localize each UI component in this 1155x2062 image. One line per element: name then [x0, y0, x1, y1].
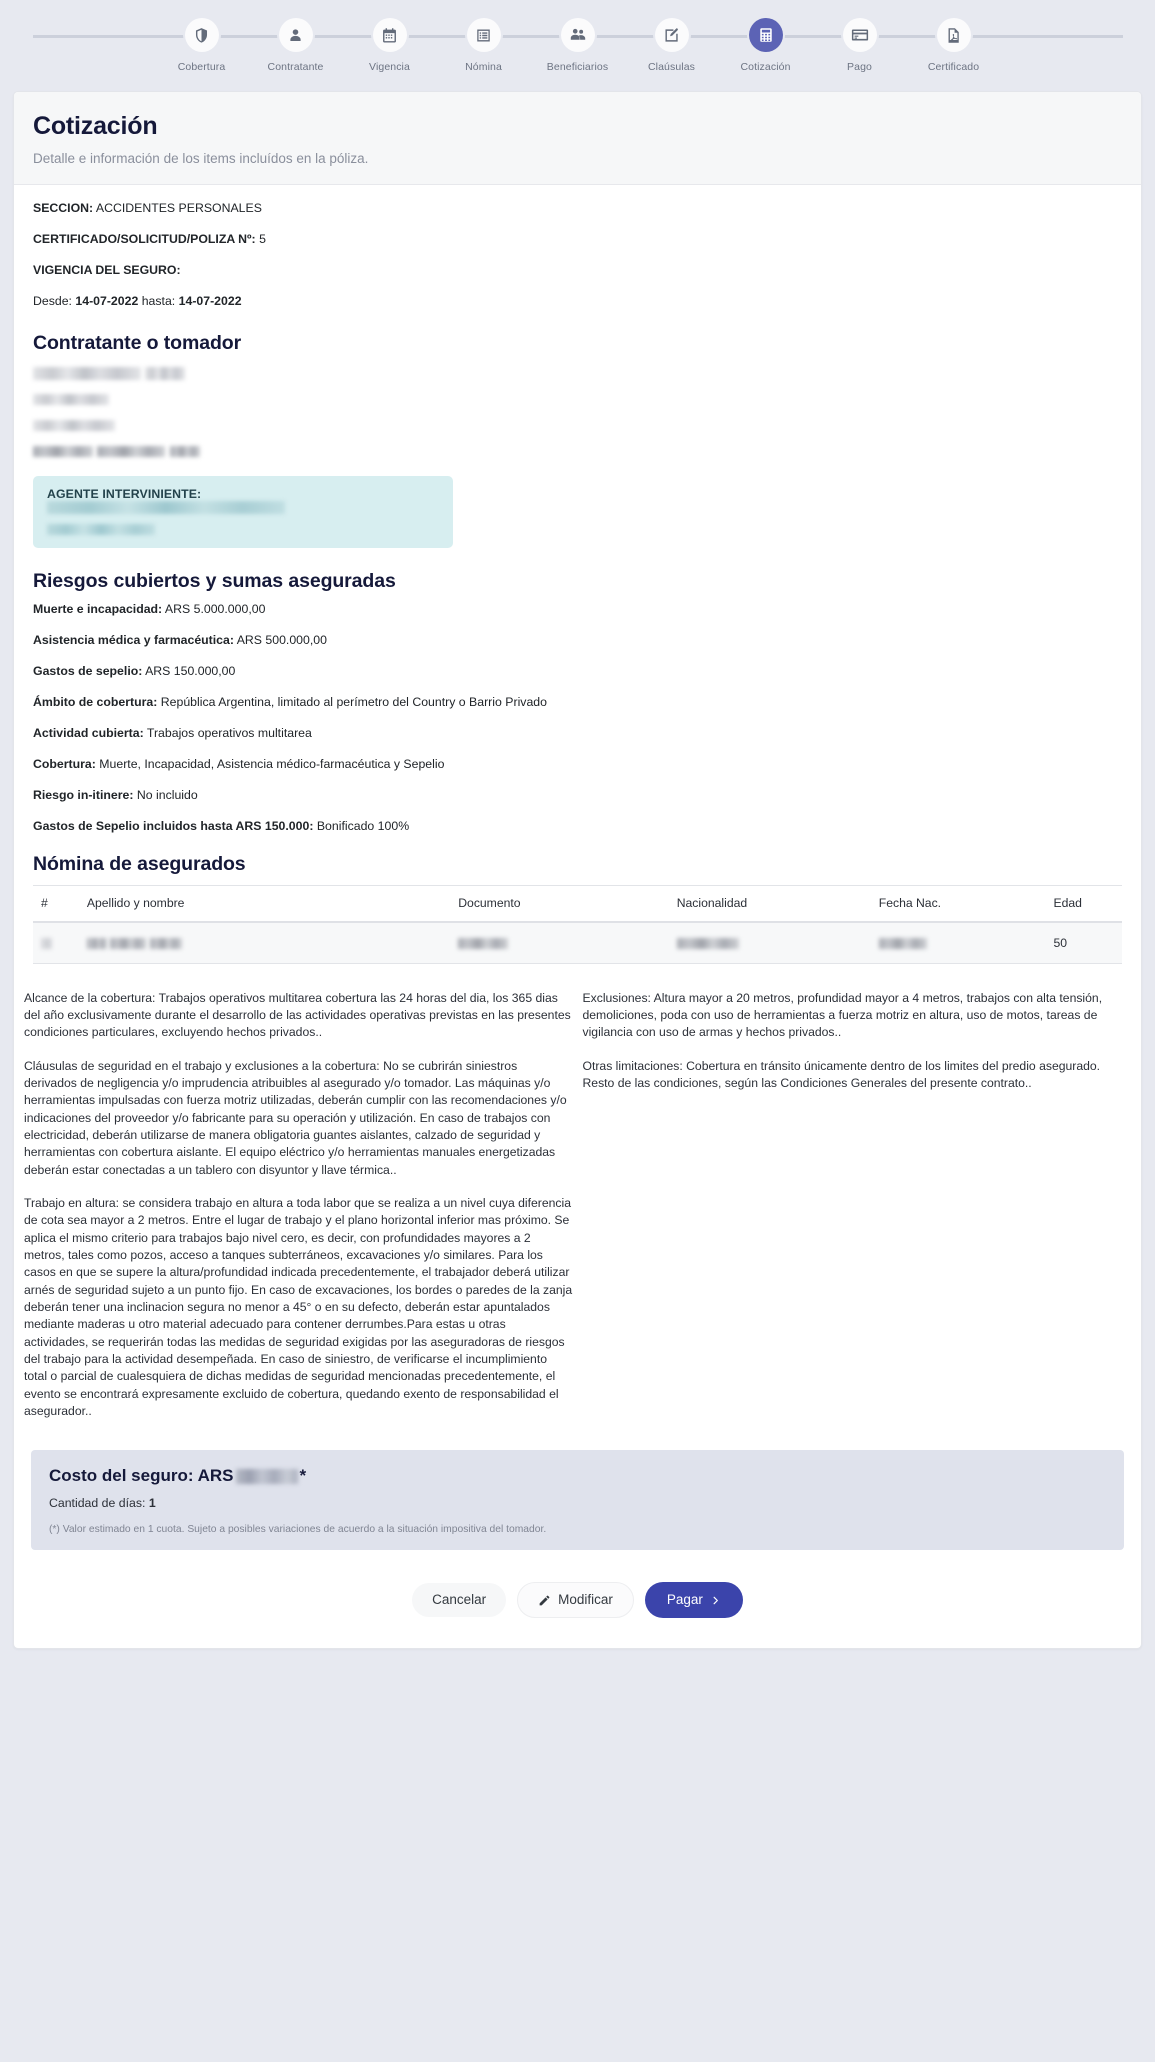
modify-button[interactable] [517, 1582, 634, 1618]
col-header-edad: Edad [1046, 885, 1123, 922]
credit-card-icon [843, 18, 877, 52]
policy-certificado-value: 5 [259, 231, 266, 246]
agente-interviniente-box [33, 476, 453, 548]
stepper-item-cotizaci-n[interactable] [722, 18, 810, 73]
cotizacion-card [13, 91, 1142, 1649]
condicion-paragraph: Alcance de la cobertura: Trabajos operativos multitarea cobertura las 24 horas del dia, los 365 dias del año exclusivamente durante el desarrollo de las actividades operativas previstas en las presentes condiciones particulares, excluyendo hechos privados.. [24, 990, 571, 1040]
condiciones-columns [14, 990, 1141, 1437]
pdf-file-icon [937, 18, 971, 52]
cell-documento [450, 922, 668, 964]
stepper-item-label: Cobertura [177, 61, 226, 73]
condicion-paragraph: Cláusulas de seguridad en el trabajo y exclusiones a la cobertura: No se cubrirán siniestros derivados de negligencia y/o imprudencia atribuibles al asegurado y/o tomador. Las máquinas y/o herramientas impulsadas con fuerza motriz utilizadas, deberán cumplir con las recomendaciones y/o indicaciones del proveedor y/o fabricante para su operación y utilización. En caso de trabajos con electricidad, deberán utilizarse de manera obligatoria guantes aislantes, calzado de seguridad y herramientas con cobertura aislante. El equipo eléctrico y/o herramientas manuales energetizadas deberán estar conectadas a un tablero con disyuntor y llave térmica.. [24, 1058, 567, 1177]
riesgo-value: República Argentina, limitado al perímetro del Country o Barrio Privado [160, 694, 547, 709]
stepper-item-label: Nómina [465, 61, 502, 73]
contratante-title: Contratante o tomador [33, 331, 242, 354]
page-title: Cotización [33, 112, 158, 140]
costo-title [49, 1466, 1106, 1486]
policy-seccion-row [33, 201, 1122, 217]
condiciones-left-column [24, 990, 573, 1437]
costo-dias-value: 1 [148, 1496, 156, 1511]
table-row[interactable] [33, 922, 1122, 964]
user-icon [279, 18, 313, 52]
users-icon [561, 18, 595, 52]
riesgo-value: No incluido [136, 787, 198, 802]
col-header-hash: # [33, 885, 79, 922]
riesgo-label: Gastos de sepelio: [33, 663, 143, 678]
riesgo-row [33, 664, 1122, 680]
costo-title-suffix: * [299, 1466, 307, 1486]
stepper-item-label: Pago [847, 61, 872, 73]
stepper-item-cla-sulas[interactable] [628, 18, 716, 73]
col-header-nacionalidad: Nacionalidad [669, 885, 871, 922]
agente-interviniente-line1 [47, 487, 439, 515]
riesgo-value: Trabajos operativos multitarea [146, 725, 312, 740]
col-header-fecha-nac: Fecha Nac. [871, 885, 1046, 922]
condiciones-right-column [583, 990, 1132, 1437]
pay-button[interactable] [645, 1582, 743, 1618]
cell-num [33, 922, 79, 964]
wizard-stepper [158, 18, 998, 73]
agente-interviniente-line2 [47, 522, 439, 536]
hasta-value: 14-07-2022 [178, 293, 242, 308]
riesgo-label: Asistencia médica y farmacéutica: [33, 632, 234, 647]
col-header-documento: Documento [450, 885, 668, 922]
riesgo-value: ARS 5.000.000,00 [164, 601, 266, 616]
nomina-table-head [33, 885, 1122, 922]
cell-nombre [79, 922, 450, 964]
shield-icon [185, 18, 219, 52]
agente-value-redacted-2 [47, 524, 155, 535]
stepper-item-label: Claúsulas [647, 61, 695, 73]
col-header-nombre: Apellido y nombre [79, 885, 450, 922]
page-subtitle: Detalle e información de los items incluídos en la póliza. [33, 151, 369, 166]
riesgo-row [33, 602, 1122, 618]
card-body [14, 185, 1141, 974]
riesgo-row [33, 819, 1122, 835]
modify-button-label: Modificar [558, 1592, 613, 1608]
cancel-button[interactable]: Cancelar [412, 1583, 506, 1617]
pay-button-label: Pagar [666, 1592, 703, 1608]
list-icon [467, 18, 501, 52]
riesgos-list [33, 602, 1122, 835]
stepper-item-label: Contratante [267, 61, 324, 73]
desde-label: Desde: [33, 293, 72, 308]
cell-nacionalidad [669, 922, 871, 964]
condicion-paragraph: Trabajo en altura: se considera trabajo en altura a toda labor que se realiza a un nivel cuya diferencia de cota sea mayor a 2 metros. Entre el lugar de trabajo y el plano horizontal inferior mas próximo. Se aplica el mismo criterio para trabajos bajo nivel cero, es decir, con profundidades mayores a 2 metros, tales como pozos, acceso a tanques subterráneos, excavaciones y/o similares. Para los casos en que se supere la altura/profundidad indicada precedentemente, el trabajador deberá utilizar arnés de seguridad sujeto a un punto fijo. En caso de excavaciones, los bordes o paredes de la zanja deberán tener una inclinacion segura no menor a 45° o en su defecto, deberán estar apuntalados mediante maderas u otro material adecuado para contener derrumbes.Para estas u otras actividades, se requerirán todas las medidas de seguridad exigidas por las aseguradoras de riesgos del trabajo para la actividad desempeñada. En caso de siniestro, de verificarse el incumplimiento total o parcial de cualesquiera de dichas medidas de seguridad mencionadas precedentemente, el evento se encontrará expresamente excluido de cobertura, quedando exento de responsabilidad el asegurador.. [24, 1196, 573, 1419]
condicion-paragraph: Exclusiones: Altura mayor a 20 metros, profundidad mayor a 4 metros, trabajos con alta tensión, demoliciones, poda con uso de herramientas a fuerza motriz en altura, uso de motos, tareas de vigilancia con uso de armas y hechos privados.. [582, 990, 1103, 1040]
contratante-redacted-info [33, 364, 1122, 462]
calculator-icon [749, 18, 783, 52]
pencil-icon [538, 1594, 551, 1607]
hasta-label: hasta: [141, 293, 176, 308]
riesgo-value: ARS 500.000,00 [236, 632, 327, 647]
card-header [14, 92, 1141, 185]
agente-interviniente-label: AGENTE INTERVINIENTE: [47, 486, 202, 501]
costo-nota: (*) Valor estimado en 1 cuota. Sujeto a posibles variaciones de acuerdo a la situación impositiva del tomador. [49, 1524, 547, 1536]
costo-panel [31, 1450, 1124, 1550]
nomina-header-row [33, 885, 1122, 922]
cell-edad: 50 [1046, 922, 1123, 964]
condicion-paragraph: Otras limitaciones: Cobertura en tránsito únicamente dentro de los limites del predio asegurado. Resto de las condiciones, según las Condiciones Generales del presente contrato.. [582, 1058, 1101, 1091]
nomina-title: Nómina de asegurados [33, 852, 246, 875]
riesgo-label: Muerte e incapacidad: [33, 601, 163, 616]
cell-fecha-nac [871, 922, 1046, 964]
stepper-item-contratante[interactable] [252, 18, 340, 73]
policy-certificado-row [33, 232, 1122, 248]
stepper-item-label: Cotización [740, 61, 791, 73]
riesgos-title: Riesgos cubiertos y sumas aseguradas [33, 569, 396, 592]
edit-document-icon [655, 18, 689, 52]
policy-seccion-label: SECCION: [33, 201, 94, 215]
policy-vigencia-row [33, 263, 1122, 279]
riesgo-label: Gastos de Sepelio incluidos hasta ARS 150.000: [33, 818, 314, 833]
costo-dias-row [49, 1496, 1106, 1510]
riesgo-value: Muerte, Incapacidad, Asistencia médico-farmacéutica y Sepelio [99, 756, 445, 771]
calendar-icon [373, 18, 407, 52]
agente-value-redacted [47, 501, 285, 514]
stepper-item-vigencia[interactable] [346, 18, 434, 73]
stepper-item-n-mina[interactable] [440, 18, 528, 73]
nomina-table [33, 885, 1122, 964]
costo-dias-label: Cantidad de días: [49, 1496, 146, 1511]
riesgo-label: Ámbito de cobertura: [33, 694, 158, 709]
costo-title-prefix: Costo del seguro: ARS [49, 1466, 234, 1486]
riesgo-row [33, 695, 1122, 711]
stepper-item-certificado[interactable] [910, 18, 998, 73]
stepper-item-label: Vigencia [369, 61, 410, 73]
riesgo-row [33, 757, 1122, 773]
riesgo-label: Actividad cubierta: [33, 725, 144, 740]
riesgo-label: Riesgo in-itinere: [33, 787, 134, 802]
stepper-item-label: Certificado [927, 61, 980, 73]
wizard-stepper-bar [0, 0, 1155, 83]
nomina-table-body [33, 922, 1122, 964]
riesgo-label: Cobertura: [33, 756, 96, 771]
riesgo-row [33, 633, 1122, 649]
policy-vigencia-dates-row [33, 294, 1122, 310]
riesgo-row [33, 726, 1122, 742]
chevron-right-icon [710, 1594, 721, 1607]
costo-value-redacted [236, 1469, 298, 1484]
riesgo-value: ARS 150.000,00 [145, 663, 236, 678]
stepper-item-label: Beneficiarios [546, 61, 609, 73]
riesgo-row [33, 788, 1122, 804]
stepper-item-pago[interactable] [816, 18, 904, 73]
desde-value: 14-07-2022 [75, 293, 139, 308]
stepper-item-cobertura[interactable] [158, 18, 246, 73]
policy-seccion-value: ACCIDENTES PERSONALES [95, 201, 262, 215]
action-buttons [14, 1550, 1141, 1648]
stepper-item-beneficiarios[interactable] [534, 18, 622, 73]
policy-vigencia-label: VIGENCIA DEL SEGURO: [33, 262, 181, 277]
riesgo-value: Bonificado 100% [316, 818, 410, 833]
policy-certificado-label: CERTIFICADO/SOLICITUD/POLIZA Nº: [33, 231, 256, 246]
